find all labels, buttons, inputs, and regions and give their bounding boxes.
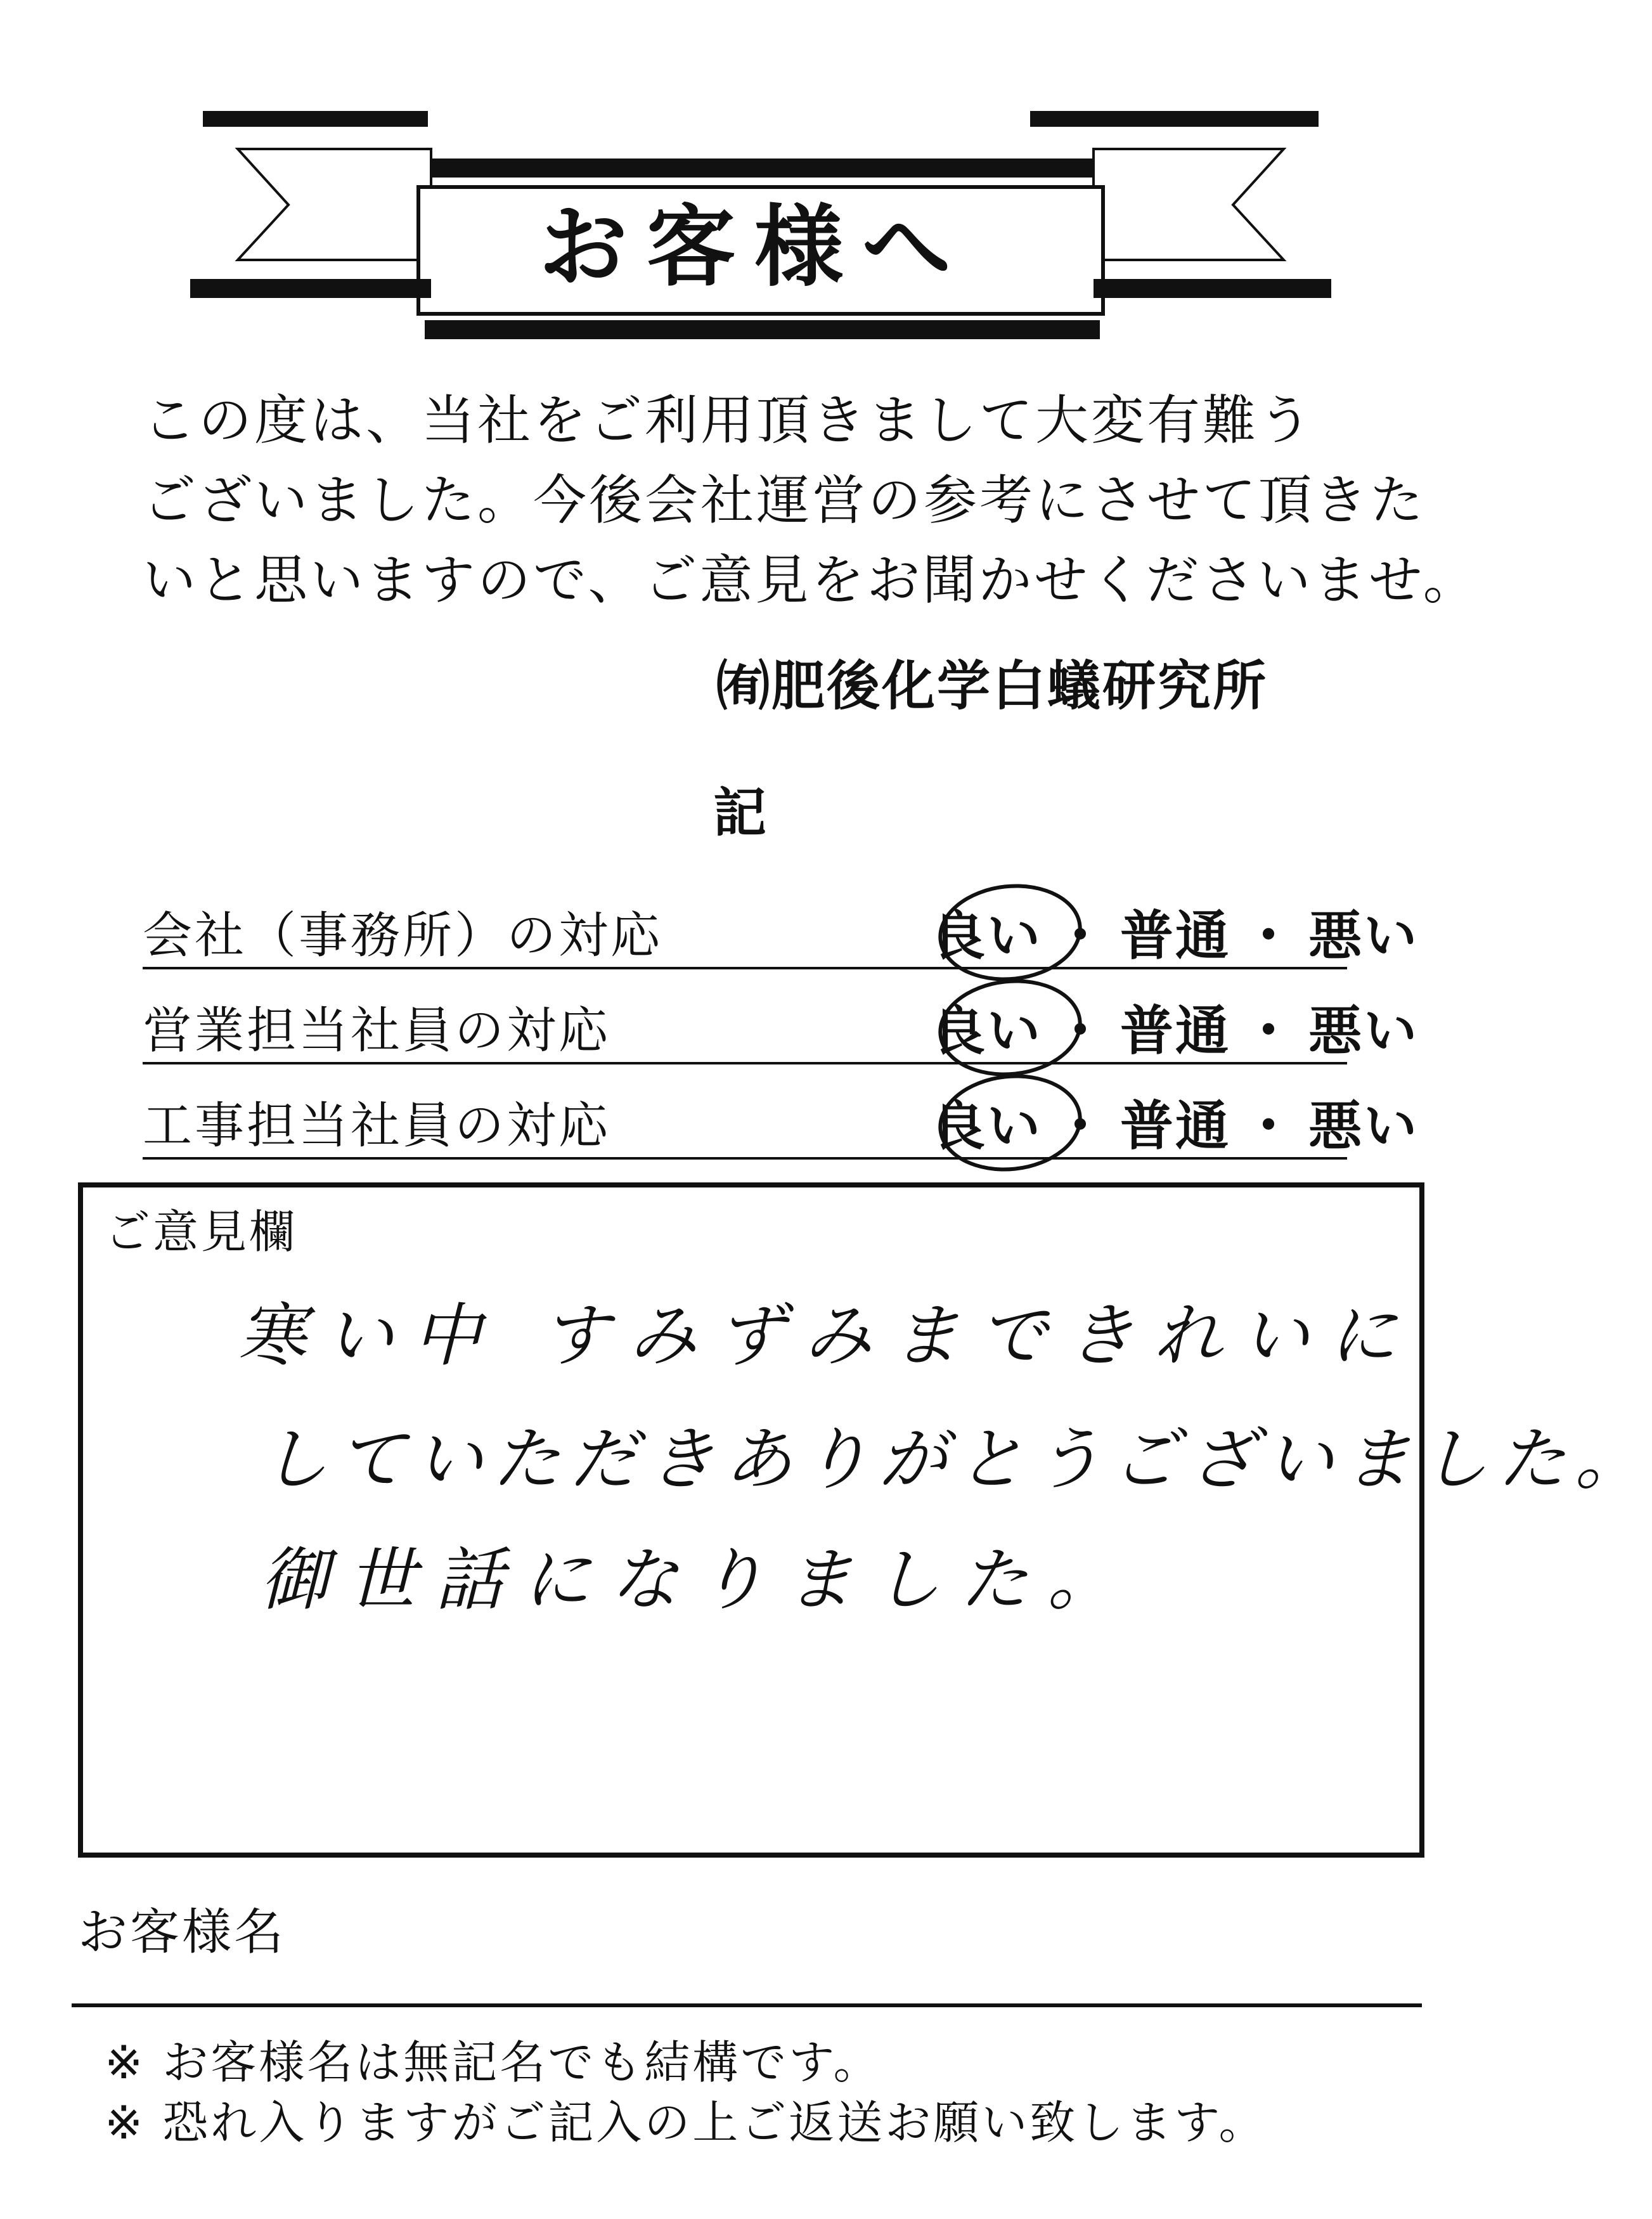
separator: ・ xyxy=(1242,1095,1298,1157)
handwritten-line-2: していただきありがとうございました。 xyxy=(260,1420,1652,1499)
intro-line-2: ございました。今後会社運営の参考にさせて頂きた xyxy=(143,469,1426,531)
option-normal[interactable]: 普通 xyxy=(1120,905,1231,967)
opinion-label: ご意見欄 xyxy=(105,1205,298,1258)
separator: ・ xyxy=(1054,1095,1109,1157)
note-anonymous: ※ お客様名は無記名でも結構です。 xyxy=(105,2036,882,2089)
rating-label: 営業担当社員の対応 xyxy=(143,1002,611,1059)
rating-row-construction xyxy=(143,1062,1419,1160)
rating-row-office xyxy=(143,872,1419,969)
customer-name-label: お客様名 xyxy=(78,1904,287,1961)
option-bad[interactable]: 悪い xyxy=(1308,1095,1419,1157)
separator: ・ xyxy=(1242,905,1298,967)
page-title: お客様へ xyxy=(538,195,970,299)
rating-label: 会社（事務所）の対応 xyxy=(143,907,663,964)
name-underline xyxy=(72,2003,1422,2007)
option-normal[interactable]: 普通 xyxy=(1120,1095,1231,1157)
option-bad[interactable]: 悪い xyxy=(1308,905,1419,967)
separator: ・ xyxy=(1054,905,1109,967)
option-normal[interactable]: 普通 xyxy=(1120,1000,1231,1062)
separator: ・ xyxy=(1054,1000,1109,1062)
note-return: ※ 恐れ入りますがご記入の上ご返送お願い致します。 xyxy=(105,2096,1267,2149)
company-name: ㈲肥後化学白蟻研究所 xyxy=(716,655,1268,717)
separator: ・ xyxy=(1242,1000,1298,1062)
option-good[interactable]: 良い xyxy=(932,1095,1043,1157)
customer-name-field[interactable] xyxy=(304,1896,1382,1991)
rating-label: 工事担当社員の対応 xyxy=(143,1097,611,1155)
intro-line-1: この度は、当社をご利用頂きまして大変有難う xyxy=(143,389,1315,451)
option-good[interactable]: 良い xyxy=(932,1000,1043,1062)
handwritten-line-3: 御世話になりました。 xyxy=(260,1541,1135,1620)
option-bad[interactable]: 悪い xyxy=(1308,1000,1419,1062)
handwritten-line-1: 寒い中 すみずみまできれいに xyxy=(238,1297,1416,1376)
intro-line-3: いと思いますので、ご意見をお聞かせくださいませ。 xyxy=(143,549,1479,611)
ki-heading: 記 xyxy=(713,782,767,844)
option-good[interactable]: 良い xyxy=(932,905,1043,967)
rating-row-sales xyxy=(143,967,1419,1064)
